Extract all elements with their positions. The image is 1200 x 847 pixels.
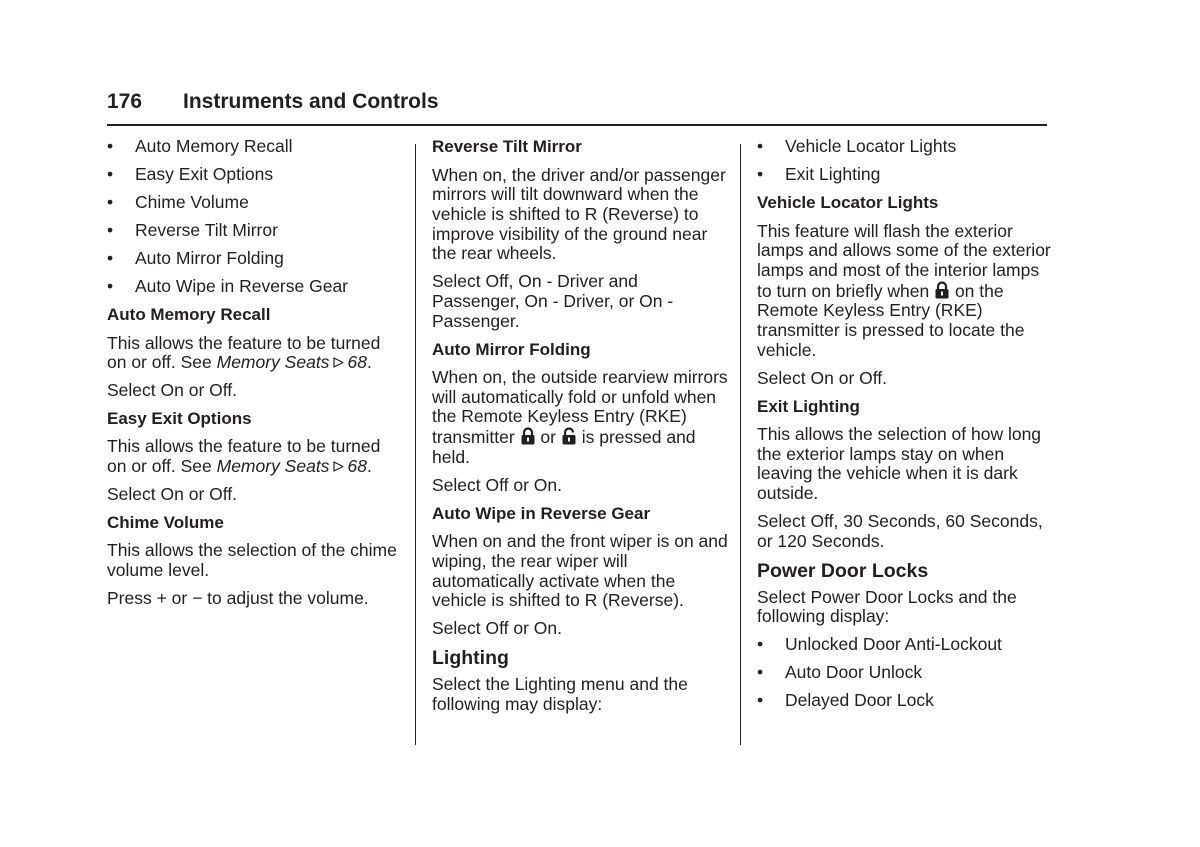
column-divider: [415, 144, 416, 745]
bullet-icon: •: [107, 136, 114, 156]
lighting-bullet-list: [757, 137, 1053, 185]
list-item: • Auto Wipe in Reverse Gear: [107, 276, 349, 296]
paragraph: This feature will flash the exterior lamps and allows some of the exterior lamps and most of the interior lamps to turn on briefly when on the Remote Keyless Entry (RKE) transmitter is pressed to locate the vehicle.: [757, 220, 1051, 360]
section-heading: Exit Lighting: [757, 396, 860, 416]
list-item: • Auto Door Unlock: [757, 662, 923, 683]
section-heading: Vehicle Locator Lights: [757, 193, 939, 212]
bullet-icon: •: [107, 192, 114, 212]
paragraph: Select Off, On - Driver and Passenger, On - Driver, or On - Passenger.: [432, 271, 674, 331]
section-heading: Auto Memory Recall: [107, 305, 271, 324]
cross-reference-link[interactable]: Memory Seats: [216, 456, 330, 477]
column-3: [757, 137, 1053, 719]
bullet-icon: •: [107, 248, 114, 268]
bullet-icon: •: [757, 136, 764, 156]
power-door-locks-bullet-list: [757, 635, 1053, 711]
section-heading: Auto Mirror Folding: [432, 339, 591, 359]
list-item: • Vehicle Locator Lights: [757, 136, 957, 156]
bullet-icon: •: [757, 662, 764, 683]
list-item: • Reverse Tilt Mirror: [107, 220, 278, 240]
lock-icon: [934, 281, 950, 299]
list-item: • Chime Volume: [107, 192, 249, 212]
column-2: [432, 137, 728, 723]
unlock-icon: [561, 427, 577, 445]
section-heading: Easy Exit Options: [107, 408, 252, 428]
paragraph: Select Off, 30 Seconds, 60 Seconds, or 120 Seconds.: [757, 511, 1043, 551]
list-item: • Delayed Door Lock: [757, 690, 934, 711]
paragraph: Select Power Door Locks and the following display:: [757, 586, 1017, 627]
section-title: Power Door Locks: [757, 559, 929, 582]
list-item: • Auto Mirror Folding: [107, 248, 284, 268]
paragraph: Select On or Off.: [107, 484, 238, 505]
page-reference[interactable]: 68: [347, 456, 367, 477]
paragraph: Select the Lighting menu and the following may display:: [432, 673, 688, 714]
bullet-icon: •: [757, 690, 764, 711]
paragraph: This allows the feature to be turned on or off. See Memory Seats 68.: [107, 436, 381, 477]
section-title: Lighting: [432, 646, 509, 669]
column-divider: [740, 144, 741, 745]
paragraph: When on, the driver and/or passenger mirrors will tilt downward when the vehicle is shifted to R (Reverse) to improve visibility of the ground near the rear wheels.: [432, 164, 726, 264]
page-title: Instruments and Controls: [183, 90, 439, 113]
paragraph: Select On or Off.: [107, 380, 238, 401]
column-1: [107, 137, 399, 617]
bullet-icon: •: [757, 634, 764, 655]
paragraph: When on and the front wiper is on and wiping, the rear wiper will automatically activate when the vehicle is shifted to R (Reverse).: [432, 531, 728, 611]
page-header: [107, 88, 1047, 126]
list-item: • Exit Lighting: [757, 164, 881, 184]
page-reference[interactable]: 68: [347, 352, 367, 373]
settings-bullet-list: [107, 137, 399, 297]
list-item: • Unlocked Door Anti-Lockout: [757, 634, 1002, 655]
page-reference-arrow-icon: [333, 461, 344, 472]
paragraph: When on, the outside rearview mirrors will automatically fold or unfold when the Remote Keyless Entry (RKE) transmitter or is pressed and held.: [432, 367, 728, 467]
list-item: • Easy Exit Options: [107, 164, 274, 184]
cross-reference-link[interactable]: Memory Seats: [216, 352, 330, 373]
bullet-icon: •: [757, 164, 764, 184]
paragraph: Select Off or On.: [432, 474, 563, 495]
lock-icon: [520, 427, 536, 445]
page-reference-arrow-icon: [333, 357, 344, 368]
paragraph: This allows the feature to be turned on or off. See Memory Seats 68.: [107, 332, 381, 373]
section-heading: Chime Volume: [107, 512, 224, 532]
paragraph: This allows the selection of the chime volume level.: [107, 540, 397, 581]
paragraph: This allows the selection of how long the exterior lamps stay on when leaving the vehicle when it is dark outside.: [757, 424, 1042, 504]
paragraph: Press + or − to adjust the volume.: [107, 588, 369, 609]
section-heading: Auto Wipe in Reverse Gear: [432, 503, 651, 523]
bullet-icon: •: [107, 220, 114, 240]
page-number: 176: [107, 90, 143, 113]
section-heading: Reverse Tilt Mirror: [432, 137, 582, 156]
bullet-icon: •: [107, 276, 114, 296]
list-item: • Auto Memory Recall: [107, 136, 293, 156]
bullet-icon: •: [107, 164, 114, 184]
paragraph: Select Off or On.: [432, 618, 563, 639]
paragraph: Select On or Off.: [757, 367, 888, 388]
